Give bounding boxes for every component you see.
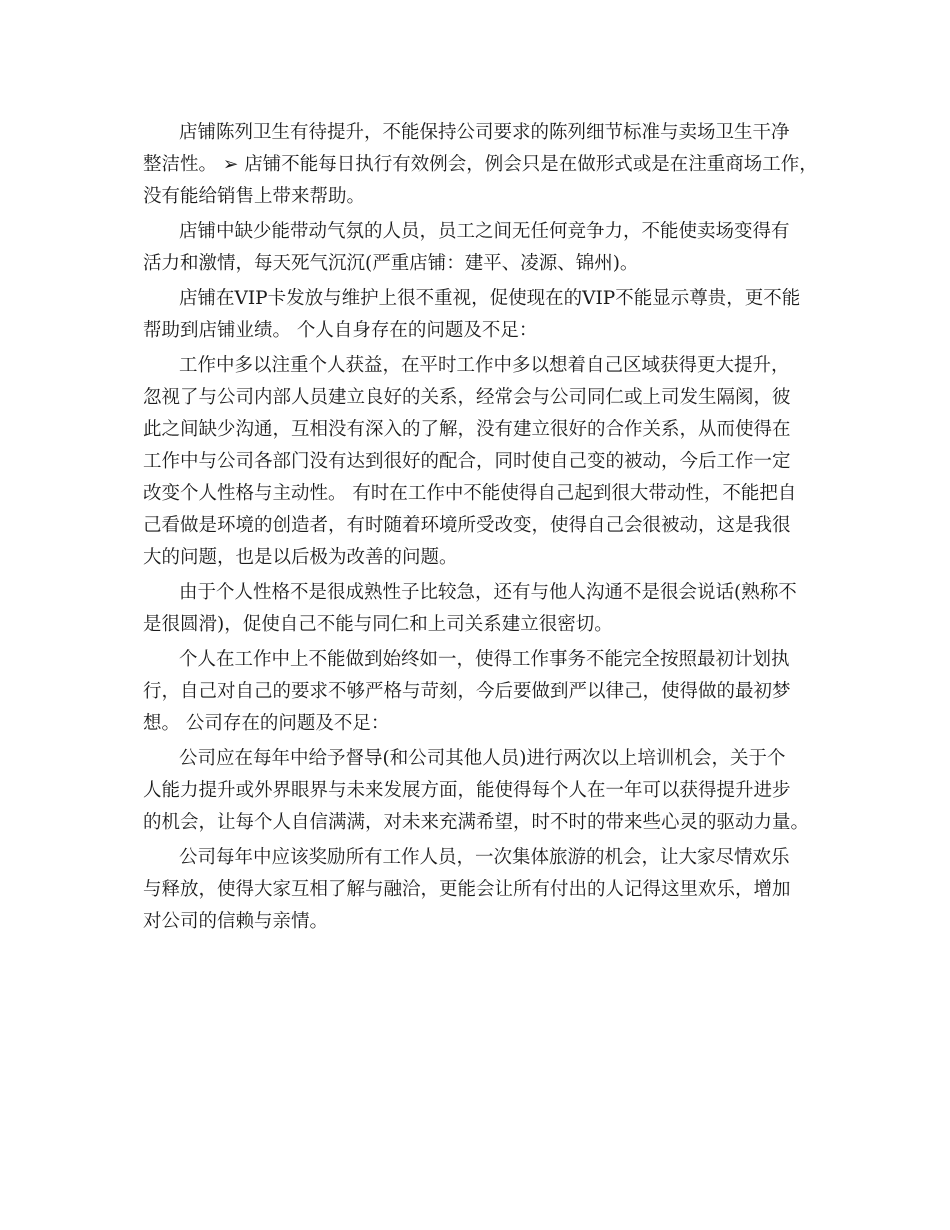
paragraph-line: 工作中与公司各部门没有达到很好的配合，同时使自己变的被动，今后工作一定: [143, 451, 791, 472]
paragraph-line: 改变个人性格与主动性。 有时在工作中不能使得自己起到很大带动性，不能把自: [143, 483, 797, 504]
paragraph-line: 想。 公司存在的问题及不足：: [143, 713, 390, 734]
paragraph-line: 帮助到店铺业绩。 个人自身存在的问题及不足：: [143, 320, 538, 341]
paragraph-line: 店铺在VIP卡发放与维护上很不重视，促使现在的VIP不能显示尊贵，更不能: [179, 288, 801, 309]
document-body: [143, 117, 823, 938]
paragraph-line: 整洁性。 ➢ 店铺不能每日执行有效例会，例会只是在做形式或是在注重商场工作，: [143, 154, 818, 175]
paragraph-line: 公司应在每年中给予督导(和公司其他人员)进行两次以上培训机会，关于个: [179, 748, 786, 769]
paragraph-line: 的机会，让每个人自信满满，对未来充满希望，时不时的带来些心灵的驱动力量。: [143, 812, 810, 833]
paragraph-line: 个人在工作中上不能做到始终如一，使得工作事务不能完全按照最初计划执: [179, 649, 790, 670]
paragraph-store-atmosphere: [143, 216, 823, 280]
paragraph-line: 店铺陈列卫生有待提升，不能保持公司要求的陈列细节标准与卖场卫生干净: [179, 122, 790, 143]
paragraph-personal-issues: [143, 350, 823, 574]
paragraph-line: 此之间缺少沟通，互相没有深入的了解，没有建立很好的合作关系，从而使得在: [143, 419, 791, 440]
paragraph-line: 由于个人性格不是很成熟性子比较急，还有与他人沟通不是很会说话(熟称不: [179, 582, 797, 603]
paragraph-line: 是很圆滑)，促使自己不能与同仁和上司关系建立很密切。: [143, 614, 613, 635]
paragraph-line: 没有能给销售上带来帮助。: [143, 186, 366, 207]
paragraph-travel-reward: [143, 842, 823, 938]
paragraph-personality: [143, 577, 823, 641]
paragraph-line: 工作中多以注重个人获益，在平时工作中多以想着自己区域获得更大提升，: [179, 355, 790, 376]
paragraph-consistency: [143, 644, 823, 740]
paragraph-line: 人能力提升或外界眼界与未来发展方面，能使得每个人在一年可以获得提升进步: [143, 780, 791, 801]
paragraph-line: 与释放，使得大家互相了解与融洽，更能会让所有付出的人记得这里欢乐，增加: [143, 879, 791, 900]
paragraph-vip-card: [143, 283, 823, 347]
paragraph-display-hygiene: [143, 117, 823, 213]
paragraph-line: 店铺中缺少能带动气氛的人员，员工之间无任何竞争力，不能使卖场变得有: [179, 221, 790, 242]
paragraph-line: 己看做是环境的创造者，有时随着环境所受改变，使得自己会很被动，这是我很: [143, 515, 791, 536]
paragraph-line: 对公司的信赖与亲情。: [143, 911, 329, 932]
paragraph-line: 公司每年中应该奖励所有工作人员，一次集体旅游的机会，让大家尽情欢乐: [179, 847, 790, 868]
paragraph-line: 行，自己对自己的要求不够严格与苛刻，今后要做到严以律己，使得做的最初梦: [143, 681, 791, 702]
paragraph-line: 活力和激情，每天死气沉沉(严重店铺：建平、凌源、锦州)。: [143, 253, 639, 274]
paragraph-line: 忽视了与公司内部人员建立良好的关系，经常会与公司同仁或上司发生隔阂，彼: [143, 387, 791, 408]
paragraph-line: 大的问题，也是以后极为改善的问题。: [143, 547, 458, 568]
paragraph-training: [143, 743, 823, 839]
